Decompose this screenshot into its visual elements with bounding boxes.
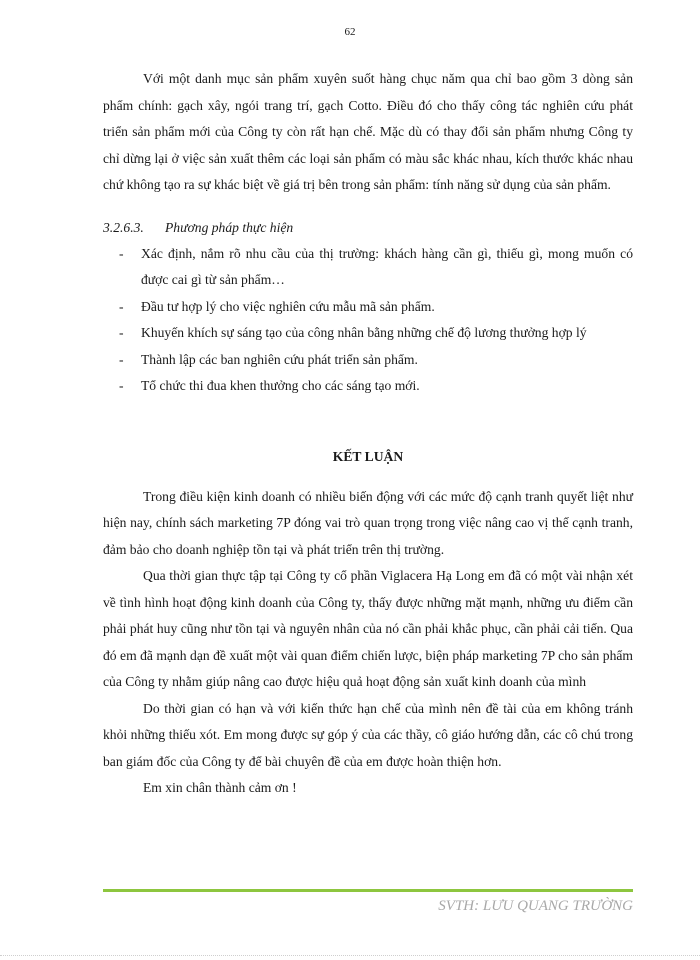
list-item [103, 241, 633, 294]
conclusion-title: KẾT LUẬN [332, 448, 404, 464]
section-title: Phương pháp thực hiện [165, 219, 294, 235]
page-bottom-edge [0, 955, 700, 956]
section-heading [103, 215, 633, 241]
bullet-dash: - [119, 298, 124, 314]
list-item [103, 373, 633, 400]
bullet-dash: - [119, 325, 124, 340]
thanks-line: Em xin chân thành cảm ơn ! [143, 780, 297, 795]
footer-rule [103, 889, 633, 892]
list-item-text: Tổ chức thi đua khen thưởng cho các sáng tạo mới. [141, 378, 420, 393]
bullet-dash: - [119, 245, 124, 261]
list-item-text: Đầu tư hợp lý cho việc nghiên cứu mẫu mã sản phẩm. [141, 298, 435, 314]
bullet-list [103, 241, 633, 400]
bullet-dash: - [119, 378, 124, 393]
list-item-text: Thành lập các ban nghiên cứu phát triển sản phẩm. [141, 351, 418, 367]
list-item-text: Khuyến khích sự sáng tạo của công nhân bằng những chế độ lương thưởng hợp lý [141, 325, 587, 340]
conclusion-paragraph: Qua thời gian thực tập tại Công ty cổ phần Viglacera Hạ Long em đã có một vài nhận xét về tình hình hoạt động kinh doanh của Công ty, thấy được những mặt mạnh, những ưu điểm cần phải phát huy cũng như tồn tại và nguyên nhân của nó cần phải khắc phục, cần phải cải tiến. Qua đó em đã mạnh dạn đề xuất một vài quan điểm chiến lược, biện pháp marketing 7P cho sản phẩm của Công ty nhằm giúp nâng cao được hiệu quả hoạt động sản xuất kinh doanh của mình [103, 568, 633, 689]
conclusion-paragraph: Do thời gian có hạn và với kiến thức hạn chế của mình nên đề tài của em không tránh khỏi những thiếu xót. Em mong được sự góp ý của các thầy, cô giáo hướng dẫn, các cô chú trong ban giám đốc của Công ty để bài chuyên đề của em được hoàn thiện hơn. [103, 700, 633, 769]
list-item [103, 294, 633, 321]
page-body [103, 66, 633, 802]
intro-paragraph: Với một danh mục sản phẩm xuyên suốt hàng chục năm qua chỉ bao gồm 3 dòng sản phẩm chính: gạch xây, ngói trang trí, gạch Cotto. Điều đó cho thấy công tác nghiên cứu phát triển sản phẩm mới của Công ty còn rất hạn chế. Mặc dù có thay đổi sản phẩm nhưng Công ty chỉ dừng lại ở việc sản xuất thêm các loại sản phẩm có màu sắc khác nhau, kích thước khác nhau chứ không tạo ra sự khác biệt về giá trị bên trong sản phẩm: tính năng sử dụng của sản phẩm. [103, 71, 633, 192]
conclusion-paragraph: Trong điều kiện kinh doanh có nhiều biến động với các mức độ cạnh tranh quyết liệt như hiện nay, chính sách marketing 7P đóng vai trò quan trọng trong việc nâng cao vị thế cạnh tranh, đảm bảo cho doanh nghiệp tồn tại và phát triển trên thị trường. [103, 488, 633, 557]
footer-author: SVTH: LƯU QUANG TRƯỜNG [438, 898, 633, 914]
list-item-text: Xác định, nắm rõ nhu cầu của thị trường: khách hàng cần gì, thiếu gì, mong muốn có được cai gì từ sản phẩm… [141, 245, 633, 287]
bullet-dash: - [119, 351, 124, 367]
list-item [103, 347, 633, 374]
page-number: 62 [344, 26, 356, 38]
list-item [103, 320, 633, 347]
section-number: 3.2.6.3. [103, 219, 144, 235]
